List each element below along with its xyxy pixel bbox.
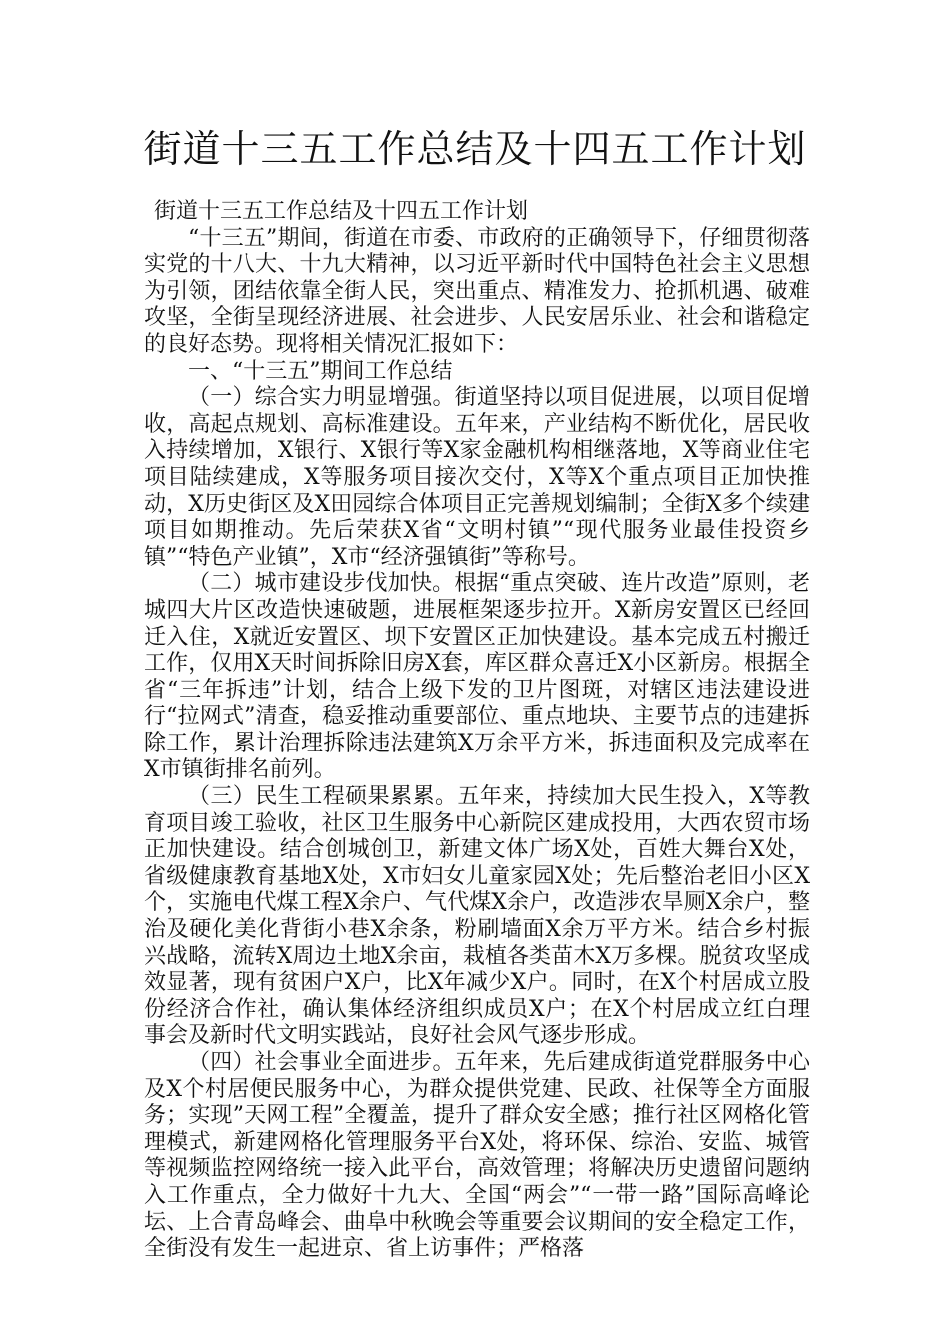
paragraph-item-3: （三）民生工程硕果累累。五年来，持续加大民生投入，X等教育项目竣工验收，社区卫生服务中心新院区建成投用，大西农贸市场正加快建设。结合创城创卫，新建文体广场X处，百姓大舞台X处，省级健康教育基地X处，X市妇女儿童家园X处；先后整治老旧小区X个，实施电代煤工程X余户、气代煤X余户，改造涉农旱厕X余户，整治及硬化美化背街小巷X余条，粉刷墙面X余万平方米。结合乡村振兴战略，流转X周边土地X余亩，栽植各类苗木X万多棵。脱贫攻坚成效显著，现有贫困户X户，比X年减少X户。同时，在X个村居成立股份经济合作社，确认集体经济组织成员X户；在X个村居成立红白理事会及新时代文明实践站，良好社会风气逐步形成。 xyxy=(144,784,810,1049)
document-subtitle: 街道十三五工作总结及十四五工作计划 xyxy=(154,199,529,224)
document-body xyxy=(144,199,810,1263)
paragraph-item-2: （二）城市建设步伐加快。根据“重点突破、连片改造”原则，老城四大片区改造快速破题，进展框架逐步拉开。X新房安置区已经回迁入住，X就近安置区、坝下安置区正加快建设。基本完成五村搬迁工作，仅用X天时间拆除旧房X套，库区群众喜迁X小区新房。根据全省“三年拆违”计划，结合上级下发的卫片图斑，对辖区违法建设进行“拉网式”清查，稳妥推动重要部位、重点地块、主要节点的违建拆除工作，累计治理拆除违法建筑X万余平方米，拆违面积及完成率在X市镇街排名前列。 xyxy=(144,571,810,783)
paragraph-intro: “十三五”期间，街道在市委、市政府的正确领导下，仔细贯彻落实党的十八大、十九大精神，以习近平新时代中国特色社会主义思想为引领，团结依靠全街人民，突出重点、精准发力、抢抓机遇、破难攻坚，全街呈现经济进展、社会进步、人民安居乐业、社会和谐稳定的良好态势。现将相关情况汇报如下： xyxy=(144,225,810,357)
section-heading: 一、“十三五”期间工作总结 xyxy=(188,358,453,384)
document-title: 街道十三五工作总结及十四五工作计划 xyxy=(143,127,807,171)
paragraph-item-1: （一）综合实力明显增强。街道坚持以项目促进展，以项目促增收，高起点规划、高标准建设。五年来，产业结构不断优化，居民收入持续增加，X银行、X银行等X家金融机构相继落地，X等商业住宅项目陆续建成，X等服务项目接次交付，X等X个重点项目正加快推动，X历史街区及X田园综合体项目正完善规划编制；全街X多个续建项目如期推动。先后荣获X省“文明村镇”“现代服务业最佳投资乡镇”“特色产业镇”，X市“经济强镇街”等称号。 xyxy=(144,385,810,570)
paragraph-item-4: （四）社会事业全面进步。五年来，先后建成街道党群服务中心及X个村居便民服务中心，为群众提供党建、民政、社保等全方面服务；实现”天网工程”全覆盖，提升了群众安全感；推行社区网格化管理模式，新建网格化管理服务平台X处，将环保、综治、安监、城管等视频监控网络统一接入此平台，高效管理；将解决历史遗留问题纳入工作重点，全力做好十九大、全国“两会”“一带一路”国际高峰论坛、上合青岛峰会、曲阜中秋晚会等重要会议期间的安全稳定工作，全街没有发生一起进京、省上访事件；严格落 xyxy=(144,1050,810,1262)
